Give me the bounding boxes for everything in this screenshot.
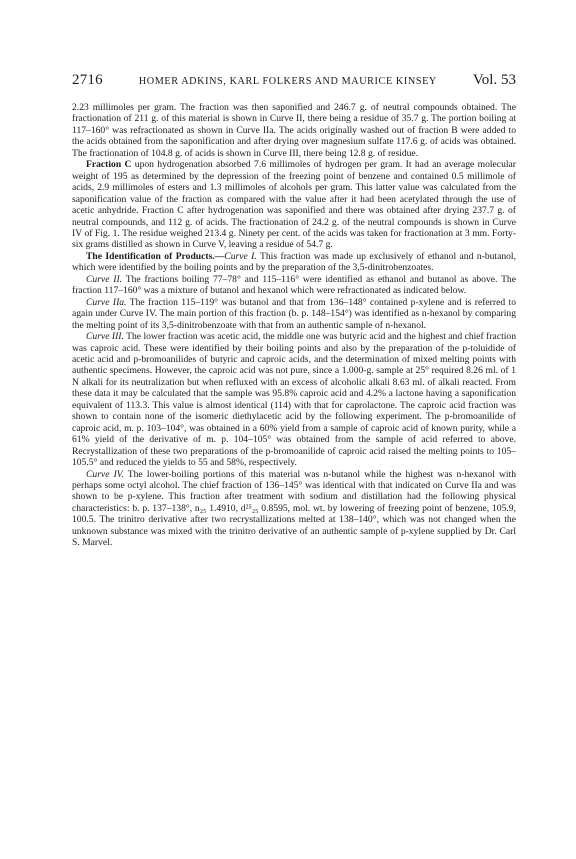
paragraph-text: The fraction 115–119° was butanol and that from 136–148° contained p-xylene and is referred to again under Curve IV. The main portion of this fraction (b. p. 148–154°) was identified as n-hexanol by comparing the melting point of its 3,5-dinitrobenzoate with that from an authentic sample of n-hexanol. xyxy=(72,296,517,331)
journal-page xyxy=(72,72,516,549)
article-body xyxy=(72,102,516,549)
curve-ii-label: Curve II. xyxy=(86,273,123,285)
paragraph-text: The lower fraction was acetic acid, the middle one was butyric acid and the highest and chief fraction was caproic acid. These were identified by their boiling points and also by the preparation of the p-toluidide of acetic acid and p-bromoanilides of butyric and caproic acids, and the determination of mixed melting points with authentic specimens. However, the caproic acid was not pure, since a 1.000-g. sample at 25° required 8.26 ml. of 1 N alkali for its neutralization but when refluxed with an excess of alcoholic alkali 8.63 ml. of alkali reacted. From these data it may be calculated that the sample was 95.8% caproic acid and 4.2% a lactone having a saponification equivalent of 113.3. This value is almost identical (114) with that for caprolactone. The caproic acid fraction was shown to contain none of the isomeric diethylacetic acid by the following experiment. The p-bromoanilide of caproic acid, m. p. 103–104°, was obtained in a 60% yield from a sample of caproic acid of known purity, while a 61% yield of the derivative of m. p. 104–105° was obtained from the sample of acid referred to above. Recrystallization of these two preparations of the p-bromoanilide of caproic acid raised the melting points to 105–105.5° and reduced the yields to 55 and 58%, respectively. xyxy=(72,331,516,469)
identification-heading: The Identification of Products.— xyxy=(86,250,225,262)
paragraph-text: This fraction was made up exclusively of ethanol and n-butanol, which were identified by the boiling points and by the preparation of the 3,5-dinitrobenzoates. xyxy=(72,250,516,274)
curve-iii-label: Curve III. xyxy=(86,331,124,343)
paragraph-fraction-c xyxy=(72,159,516,251)
volume-label: Vol. 53 xyxy=(472,72,516,88)
curve-i-label: Curve I. xyxy=(224,250,257,262)
paragraph-curve-iv xyxy=(72,469,516,549)
running-authors: HOMER ADKINS, KARL FOLKERS AND MAURICE KINSEY xyxy=(138,76,437,87)
fraction-c-heading: Fraction C xyxy=(86,159,132,171)
paragraph-fraction-b-continued xyxy=(72,102,516,159)
paragraph-curve-ii xyxy=(72,274,516,297)
paragraph-text: 2.23 millimoles per gram. The fraction was then saponified and 246.7 g. of neutral compounds obtained. The fractionation of 211 g. of this material is shown in Curve II, there being a residue of 35.7 g. The portion boiling at 117–160° was refractionated as shown in Curve IIa. The acids originally washed out of fraction B were added to the acids obtained from the saponification and after drying over magnesium sulfate 117.6 g. of acids was obtained. The fractionation of 104.8 g. of acids is shown in Curve III, there being 12.8 g. of residue. xyxy=(72,102,516,159)
page-number: 2716 xyxy=(72,72,103,88)
paragraph-text: The lower-boiling portions of this material was n-butanol while the highest was n-hexanol with perhaps some octyl alcohol. The chief fraction of 136–145° was identical with that indicated on Curve IIa and was shown to be p-xylene. This fraction after treatment with sodium and distillation had the following physical characteristics: b. p. 137–138°, n₂₅ 1.4910, d²⁵₂₅ 0.8595, mol. wt. by lowering of freezing point of benzene, 105.9, 100.5. The trinitro derivative after two recrystallizations melted at 138–140°, which was not changed when the unknown substance was mixed with the trinitro derivative of an authentic sample of p-xylene supplied by Dr. Carl S. Marvel. xyxy=(72,468,517,549)
curve-iia-label: Curve IIa. xyxy=(86,296,127,308)
running-header xyxy=(72,72,516,88)
paragraph-identification-curve-i xyxy=(72,251,516,274)
paragraph-curve-iii xyxy=(72,331,516,468)
paragraph-text: upon hydrogenation absorbed 7.6 millimoles of hydrogen per gram. It had an average molecular weight of 195 as determined by the depression of the freezing point of benzene and contained 0.5 millimole of acids, 2.9 millimoles of esters and 1.3 millimoles of alcohols per gram. This latter value was calculated from the saponification value of the fraction as compared with the value after it had been acetylated through the use of acetic anhydride. Fraction C after hydrogenation was saponified and there was obtained after drying 237.7 g. of neutral compounds, and 112 g. of acids. The fractionation of 24.2 g. of the neutral compounds is shown in Curve IV of Fig. 1. The residue weighed 213.4 g. Ninety per cent. of the acids was taken for fractionation at 3 mm. Forty-six grams distilled as shown in Curve V, leaving a residue of 54.7 g. xyxy=(72,159,516,251)
paragraph-curve-iia xyxy=(72,297,516,331)
paragraph-text: The fractions boiling 77–78° and 115–116° were identified as ethanol and butanol as above. The fraction 117–160° was a mixture of butanol and hexanol which were refractionated as indicated below. xyxy=(72,273,516,297)
curve-iv-label: Curve IV. xyxy=(86,468,124,480)
